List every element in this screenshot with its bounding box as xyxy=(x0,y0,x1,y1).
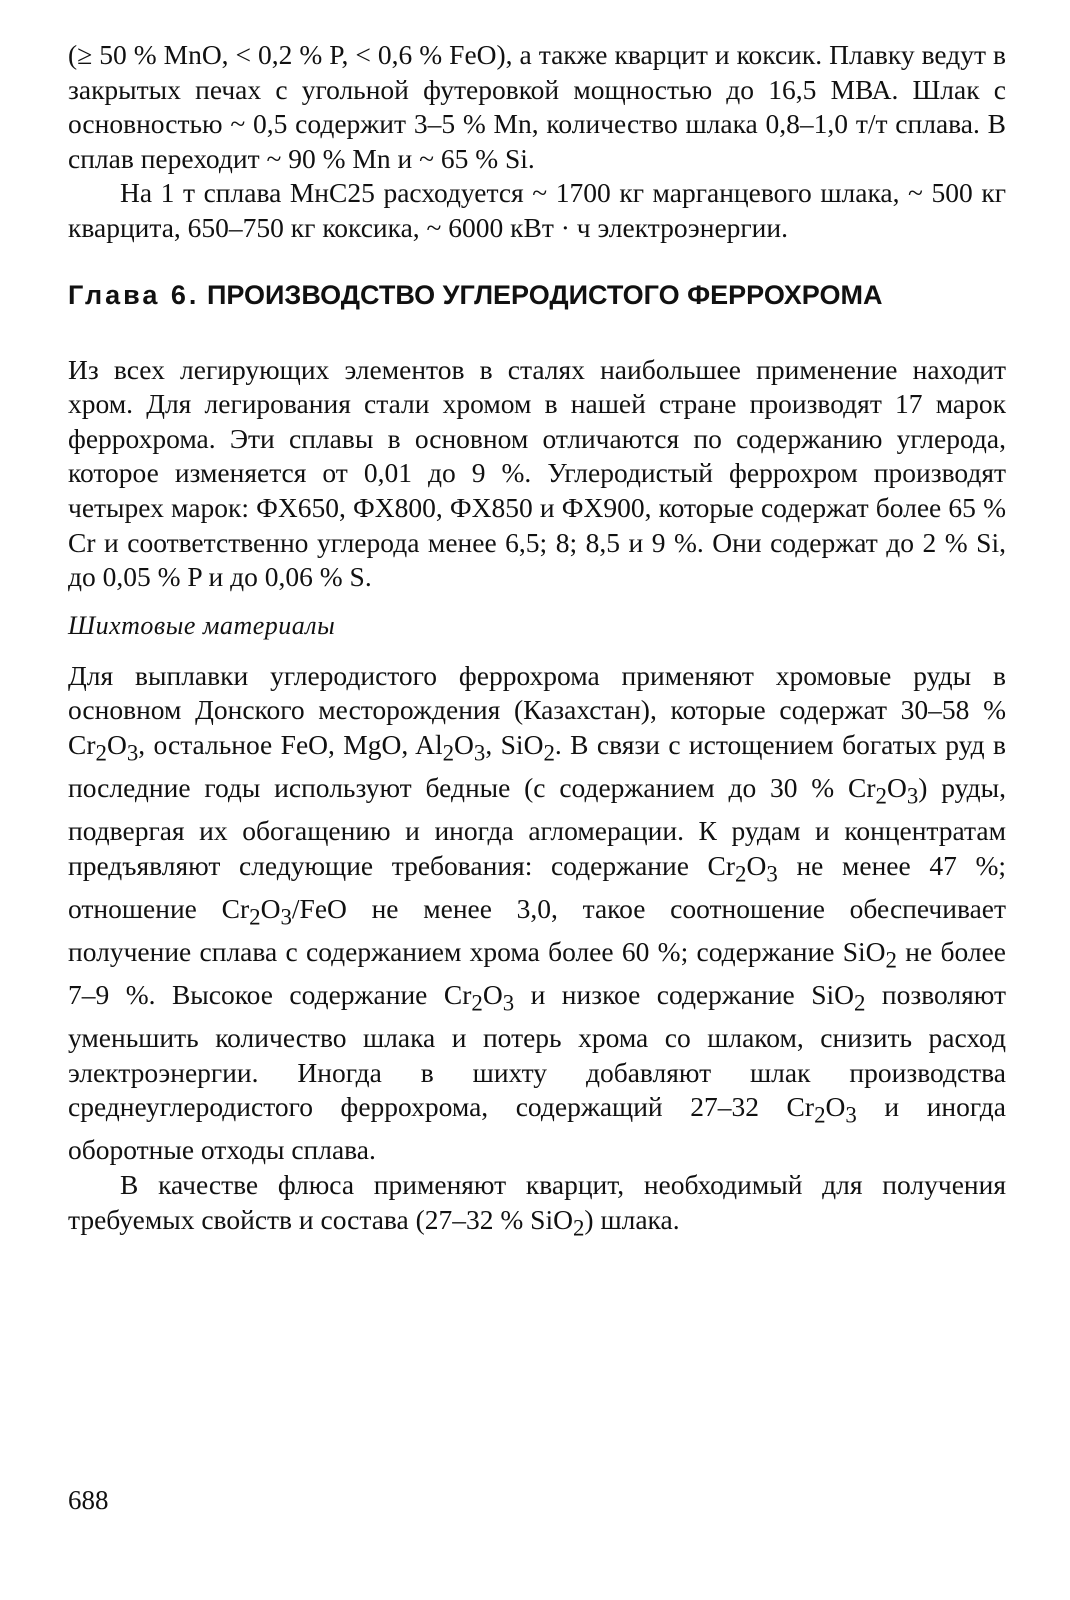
section-heading-charge-materials: Шихтовые материалы xyxy=(68,610,336,640)
chapter-heading xyxy=(68,278,1006,313)
chapter-title: ПРОИЗВОДСТВО УГЛЕРОДИСТОГО ФЕРРОХРОМА xyxy=(206,279,883,310)
paragraph-chrome-ores: Для выплавки углеродистого феррохрома применяют хромовые руды в основном Донского месторождения (Казахстан), которые содержат 30–58 % $Cr_2O_3$, остальное FeO, MgO, $Al_2O_3$, SiO$_2$. В связи с истощением богатых руд в последние годы используют бедные (с содержанием до 30 % $Cr_2O_3$) руды, подвергая их обогащению и иногда агломерации. К рудам и концентратам предъявляют следующие требования: содержание $Cr_2O_3$ не менее 47 %; отношение $Cr_2O_3$/FeO не менее 3,0, такое соотношение обеспечивает получение сплава с содержанием хрома более 60 %; содержание SiO$_2$ не более 7–9 %. Высокое содержание $Cr_2O_3$ и низкое содержание SiO$_2$ позволяют уменьшить количество шлака и потерь хрома со шлаком, снизить расход электроэнергии. Иногда в шихту добавляют шлак производства среднеуглеродистого феррохрома, содержащий 27–32 $Cr_2O_3$ и иногда оборотные отходы сплава. xyxy=(68,659,1007,1166)
paragraph-flux: В качестве флюса применяют кварцит, необходимый для получения требуемых свойств и состава (27–32 % SiO$_2$) шлака. xyxy=(68,1168,1006,1241)
paragraph-chromium-intro: Из всех легирующих элементов в сталях наибольшее применение находит хром. Для легирования стали хромом в нашей стране производят 17 марок феррохрома. Эти сплавы в основном отличаются по содержанию углерода, которое изменяется от 0,01 до 9 %. Углеродистый феррохром производят четырех марок: ФХ650, ФХ800, ФХ850 и ФХ900, которые содержат более 65 % Cr и соответственно углерода менее 6,5; 8; 8,5 и 9 %. Они содержат до 2 % Si, до 0,05 % P и до 0,06 % S. xyxy=(68,353,1006,593)
chapter-label: Глава 6. xyxy=(68,279,200,310)
paragraph-alloy-consumption: На 1 т сплава МнС25 расходуется ~ 1700 кг марганцевого шлака, ~ 500 кг кварцита, 650–750 кг коксика, ~ 6000 кВт · ч электроэнергии. xyxy=(68,177,1006,243)
page-number: 688 xyxy=(68,1485,109,1515)
paragraph-manganese-slag: (≥ 50 % MnO, < 0,2 % P, < 0,6 % FeO), а также кварцит и коксик. Плавку ведут в закрытых печах с угольной футеровкой мощностью до 16,5 МВА. Шлак с основностью ~ 0,5 содержит 3–5 % Mn, количество шлака 0,8–1,0 т/т сплава. В сплав переходит ~ 90 % Mn и ~ 65 % Si. xyxy=(68,39,1006,174)
